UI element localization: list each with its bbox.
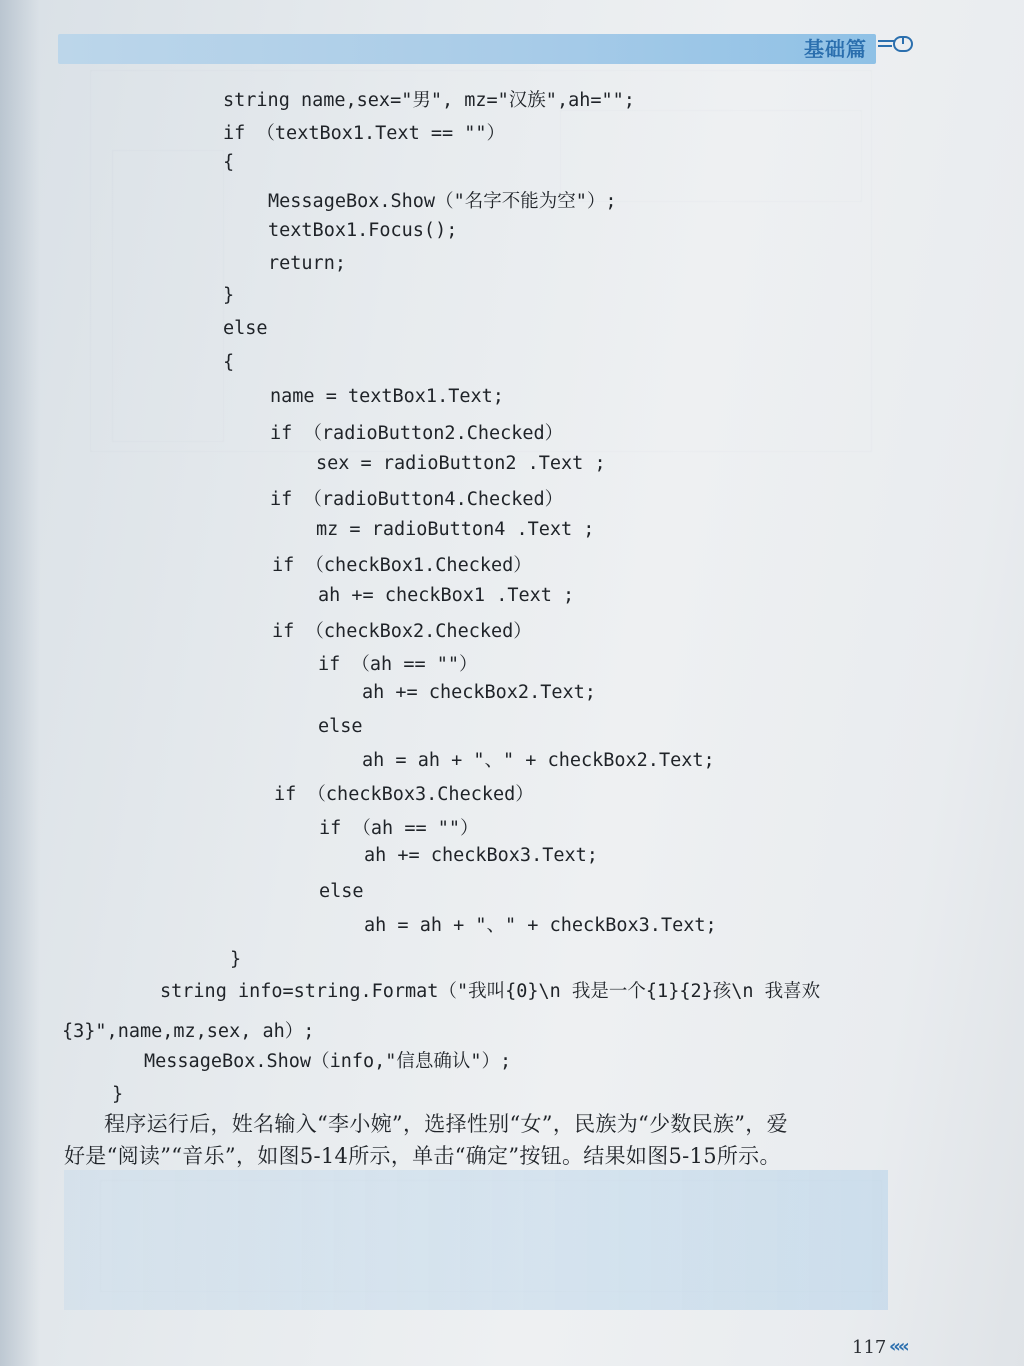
code-line: else: [319, 881, 364, 902]
chevrons-icon: ‹‹‹‹: [889, 1336, 907, 1357]
code-line: if （textBox1.Text == ""）: [223, 123, 506, 144]
code-line: }: [112, 1084, 124, 1105]
code-line: if （checkBox1.Checked）: [272, 555, 532, 576]
code-line: ah = ah + "、" + checkBox2.Text;: [362, 750, 715, 771]
code-line: ah += checkBox3.Text;: [364, 845, 598, 866]
paragraph-line: 程序运行后，姓名输入“李小婉”，选择性别“女”，民族为“少数民族”，爱: [104, 1112, 788, 1136]
code-line: if （ah == ""）: [319, 818, 479, 839]
paragraph-line: 好是“阅读”“音乐”，如图5-14所示，单击“确定”按钮。结果如图5-15所示。: [64, 1144, 781, 1168]
code-line: sex = radioButton2 .Text ;: [316, 453, 606, 474]
code-line: string name,sex="男", mz="汉族",ah="";: [223, 90, 635, 111]
code-line: if （ah == ""）: [318, 654, 478, 675]
code-line: if （radioButton2.Checked）: [270, 423, 564, 444]
code-line: ah += checkBox2.Text;: [362, 682, 596, 703]
code-line: textBox1.Focus();: [268, 220, 458, 241]
code-line: if （radioButton4.Checked）: [270, 489, 564, 510]
page-number: 117: [852, 1337, 887, 1358]
code-line: name = textBox1.Text;: [270, 386, 504, 407]
code-line: if （checkBox3.Checked）: [274, 784, 534, 805]
section-title: 基础篇: [804, 37, 867, 61]
code-line: MessageBox.Show（info,"信息确认"）;: [144, 1051, 512, 1072]
code-line: {: [223, 352, 235, 373]
code-line: else: [223, 318, 268, 339]
code-line: else: [318, 716, 363, 737]
code-line: }: [223, 285, 235, 306]
code-line: {: [223, 152, 235, 173]
code-line: ah = ah + "、" + checkBox3.Text;: [364, 915, 717, 936]
code-line: ah += checkBox1 .Text ;: [318, 585, 575, 606]
code-line: return;: [268, 253, 346, 274]
code-line: {3}",name,mz,sex, ah）;: [62, 1021, 315, 1042]
code-line: if （checkBox2.Checked）: [272, 621, 532, 642]
code-line: string info=string.Format（"我叫{0}\n 我是一个{1}{2}孩\n 我喜欢: [160, 981, 821, 1002]
code-line: }: [230, 949, 242, 970]
code-line: mz = radioButton4 .Text ;: [316, 519, 595, 540]
code-line: MessageBox.Show（"名字不能为空"）;: [268, 191, 617, 212]
